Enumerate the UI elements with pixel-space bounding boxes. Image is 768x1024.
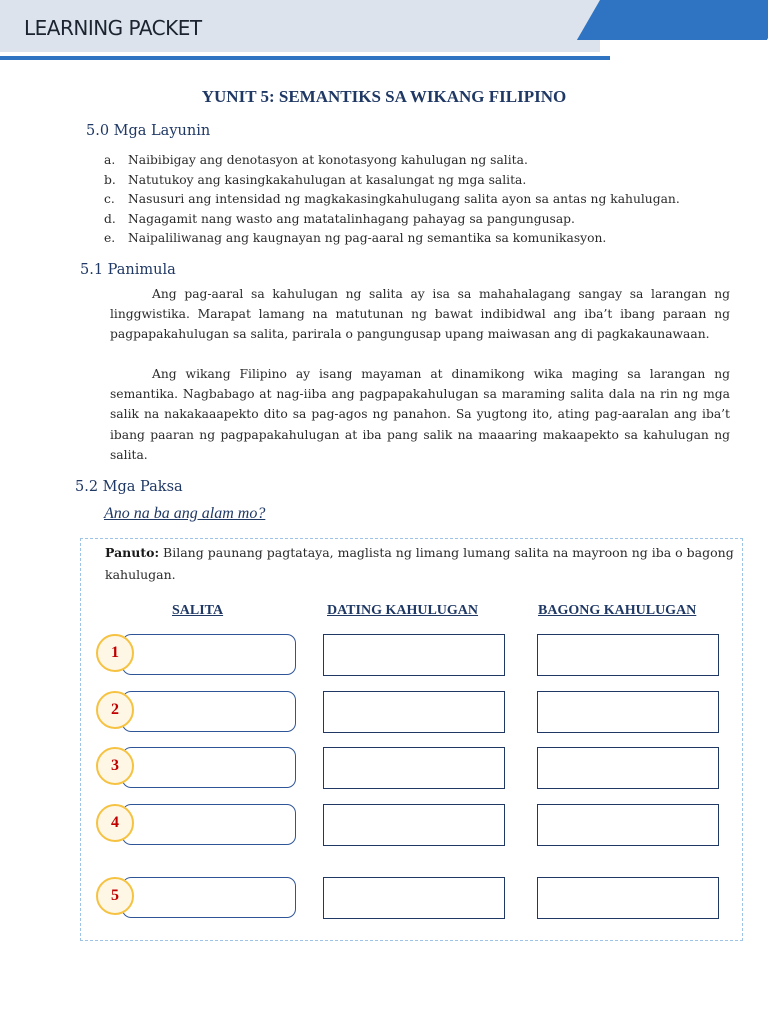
objective-item: e. Naipaliliwanag ang kaugnayan ng pag-aaral ng semantika sa komunikasyon.: [104, 231, 607, 246]
number-badge-5: 5: [96, 877, 134, 915]
dating-kahulugan-field-3[interactable]: [323, 747, 505, 789]
bagong-kahulugan-field-3[interactable]: [537, 747, 719, 789]
salita-field-3[interactable]: [122, 747, 296, 788]
header-banner: [0, 0, 768, 62]
objectives-heading: 5.0 Mga Layunin: [86, 123, 211, 139]
bagong-kahulugan-field-1[interactable]: [537, 634, 719, 676]
bagong-kahulugan-field-2[interactable]: [537, 691, 719, 733]
dating-kahulugan-field-1[interactable]: [323, 634, 505, 676]
intro-paragraph-2: Ang wikang Filipino ay isang mayaman at dinamikong wika maging sa larangan ng semantika. Nagbabago at nag-iiba ang pagpapakahulugan sa maraming salita dala na rin ng mga salik na nakakaaapekto dito sa pag-agos ng panahon. Sa yugtong ito, ating pag-aaralan ang iba’t ibang paaran ng pagpapakahulugan at iba pang salik na maaaring makaapekto sa kahulugan ng salita.: [110, 367, 730, 462]
unit-title: YUNIT 5: SEMANTIKS SA WIKANG FILIPINO: [201, 87, 567, 106]
column-header-salita: SALITA: [172, 603, 224, 618]
intro-heading: 5.1 Panimula: [80, 262, 176, 278]
number-badge-2: 2: [96, 691, 134, 729]
objective-item: a. Naibibigay ang denotasyon at konotasyong kahulugan ng salita.: [104, 153, 528, 167]
dating-kahulugan-field-2[interactable]: [323, 691, 505, 733]
bagong-kahulugan-field-4[interactable]: [537, 804, 719, 846]
column-header-bagong: BAGONG KAHULUGAN: [538, 603, 697, 618]
panuto-label: Panuto:: [105, 545, 160, 560]
objectives-list: [104, 151, 680, 249]
objective-item: b. Natutukoy ang kasingkakahulugan at kasalungat ng mga salita.: [104, 172, 527, 187]
intro-paragraph-1: Ang pag-aaral sa kahulugan ng salita ay isa sa mahahalagang sangay sa larangan ng linggwistika. Marapat lamang na matutunan ng bawat indibidwal ang iba’t ibang paraan ng pagpapakahulugan sa salita, parirala o pangungusap upang maiwasan ang di pagkakaunawaan.: [110, 287, 730, 342]
column-header-dating: DATING KAHULUGAN: [327, 603, 479, 618]
panuto-text: Bilang paunang pagtataya, maglista ng limang lumang salita na mayroon ng iba o bagong kahulugan.: [105, 545, 734, 582]
banner-accent: [577, 0, 768, 40]
banner-underline: [0, 56, 610, 60]
number-badge-4: 4: [96, 804, 134, 842]
bagong-kahulugan-field-5[interactable]: [537, 877, 719, 919]
packet-title: LEARNING PACKET: [24, 16, 202, 40]
panuto-instructions: [105, 542, 735, 586]
topics-heading: 5.2 Mga Paksa: [75, 479, 183, 495]
topics-subheading: Ano na ba ang alam mo?: [104, 505, 266, 522]
salita-field-2[interactable]: [122, 691, 296, 732]
salita-field-5[interactable]: [122, 877, 296, 918]
number-badge-1: 1: [96, 634, 134, 672]
objective-item: d. Nagagamit nang wasto ang matatalinhagang pahayag sa pangungusap.: [104, 211, 575, 226]
salita-field-1[interactable]: [122, 634, 296, 675]
objective-item: c. Nasusuri ang intensidad ng magkakasingkahulugang salita ayon sa antas ng kahulugan.: [104, 192, 680, 207]
salita-field-4[interactable]: [122, 804, 296, 845]
number-badge-3: 3: [96, 747, 134, 785]
dating-kahulugan-field-4[interactable]: [323, 804, 505, 846]
dating-kahulugan-field-5[interactable]: [323, 877, 505, 919]
